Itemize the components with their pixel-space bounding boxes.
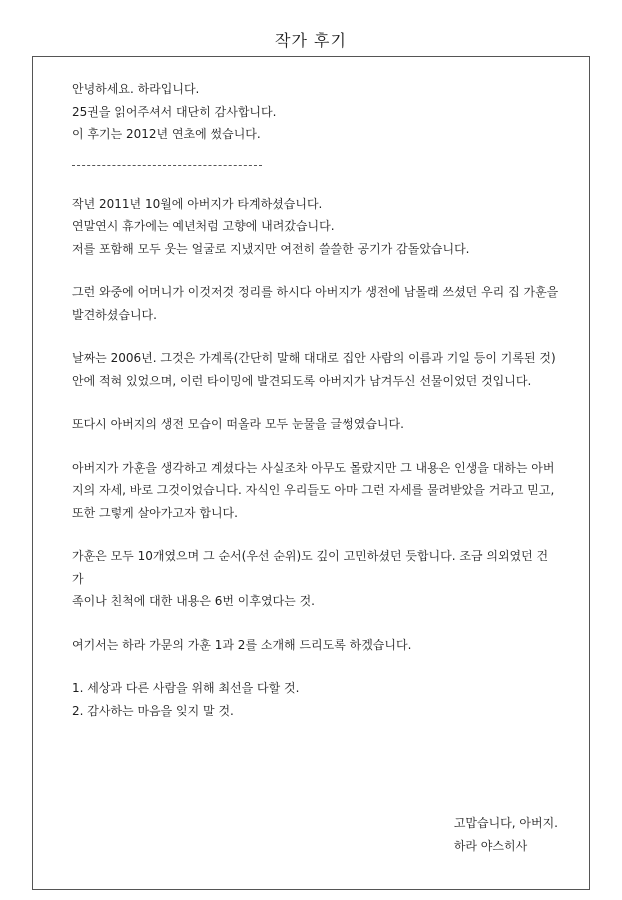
dashed-divider [72, 165, 262, 166]
greeting-line: 이 후기는 2012년 연초에 썼습니다. [72, 127, 261, 141]
paragraph-line: 그런 와중에 어머니가 이것저것 정리를 하시다 아버지가 생전에 남몰래 쓰셨던 우리 집 가훈을 [72, 285, 559, 299]
motto-item: 2. 감사하는 마음을 잊지 말 것. [72, 703, 234, 718]
paragraph-line: 족이나 친척에 대한 내용은 6번 이후였다는 것. [72, 594, 315, 608]
paragraph-line: 연말연시 휴가에는 예년처럼 고향에 내려갔습니다. [72, 219, 335, 233]
greeting-paragraph [72, 78, 562, 146]
paragraph-line: 날짜는 2006년. 그것은 가계록(간단히 말해 대대로 집안 사람의 이름과 기일 등이 기록된 것) [72, 351, 556, 365]
motto-item: 1. 세상과 다른 사람을 위해 최선을 다할 것. [72, 681, 300, 695]
paragraph-line: 또다시 아버지의 생전 모습이 떠올라 모두 눈물을 글썽였습니다. [72, 417, 404, 431]
body-paragraph [72, 545, 562, 613]
paragraph-line: 또한 그렇게 살아가고자 합니다. [72, 505, 238, 520]
body-paragraph [72, 347, 562, 392]
motto-list [72, 677, 562, 722]
body-paragraph [72, 193, 562, 261]
paragraph-line: 발견하셨습니다. [72, 307, 157, 322]
paragraph-line: 안에 적혀 있었으며, 이런 타이밍에 발견되도록 아버지가 남겨두신 선물이었던 것입니다. [72, 373, 532, 388]
paragraph-line: 아버지가 가훈을 생각하고 계셨다는 사실조차 아무도 몰랐지만 그 내용은 인생을 대하는 아버 [72, 460, 555, 475]
body-paragraph [72, 634, 562, 657]
signature-block [454, 812, 558, 858]
paragraph-line: 가훈은 모두 10개였으며 그 순서(우선 순위)도 깊이 고민하셨던 듯합니다. 조금 의외였던 건 가 [72, 549, 549, 586]
author-signature: 하라 야스히사 [453, 839, 528, 853]
greeting-line: 안녕하세요. 하라입니다. [72, 82, 200, 96]
body-paragraph [72, 413, 562, 436]
paragraph-line: 지의 자세, 바로 그것이었습니다. 자식인 우리들도 아마 그런 자세를 물려받았을 거라고 믿고, [72, 483, 555, 497]
paragraph-line: 저를 포함해 모두 웃는 얼굴로 지냈지만 여전히 쓸쓸한 공기가 감돌았습니다. [72, 241, 470, 256]
paragraph-line: 작년 2011년 10월에 아버지가 타계하셨습니다. [72, 196, 323, 211]
paragraph-line: 여기서는 하라 가문의 가훈 1과 2를 소개해 드리도록 하겠습니다. [72, 637, 412, 652]
closing-line: 고맙습니다, 아버지. [453, 816, 558, 830]
body-paragraph [72, 457, 562, 525]
greeting-line: 25권을 읽어주셔서 대단히 감사합니다. [72, 104, 277, 119]
afterword-body [72, 78, 562, 743]
page-title: 작가 후기 [275, 31, 347, 50]
body-paragraph [72, 281, 562, 326]
